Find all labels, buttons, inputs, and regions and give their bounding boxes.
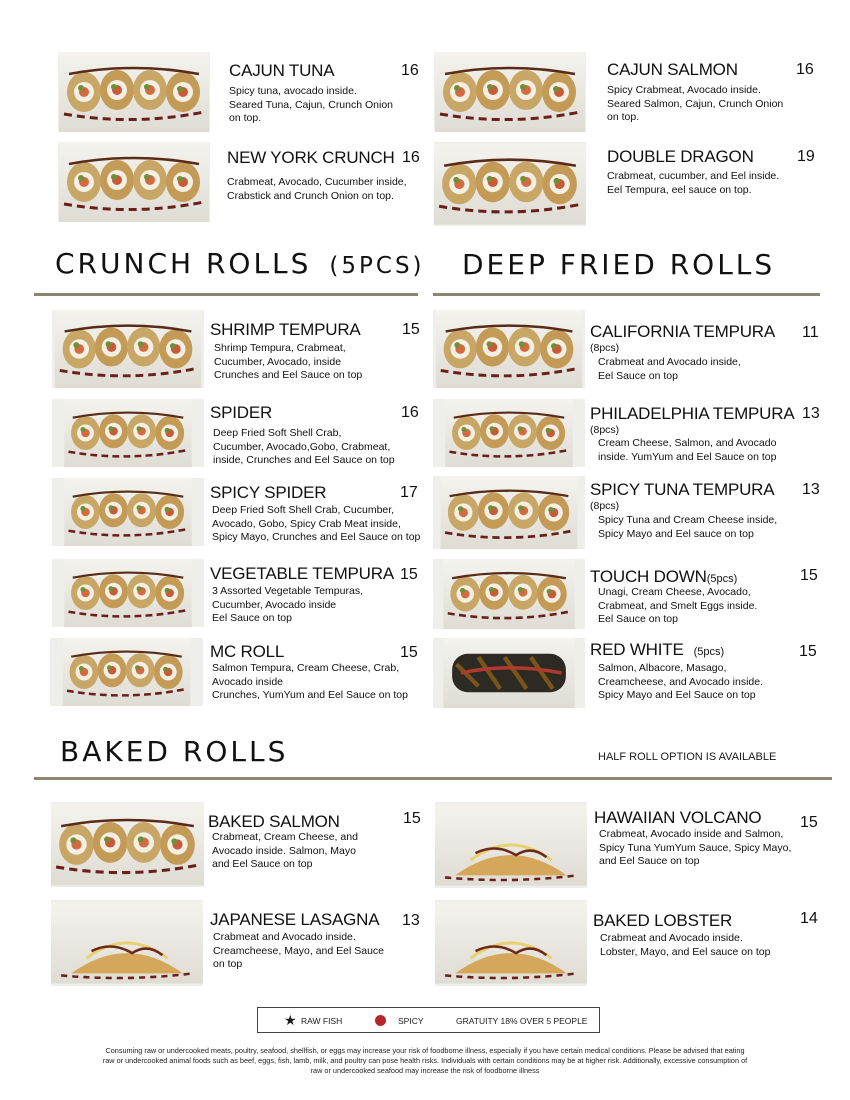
item-description: Spicy Crabmeat, Avocado inside. Seared Salmon, Cajun, Crunch Onion on top.: [607, 84, 784, 123]
item-photo: [433, 310, 585, 388]
item-price: 15: [402, 321, 420, 338]
item-price: 15: [403, 810, 421, 827]
item-price: 16: [401, 62, 419, 79]
section-title-baked-rolls: BAKED ROLLS: [60, 735, 289, 768]
item-photo: [51, 900, 203, 986]
item-photo: [52, 399, 204, 467]
half-roll-note: HALF ROLL OPTION IS AVAILABLE: [598, 751, 777, 763]
item-name: TOUCH DOWN(5pcs): [590, 567, 738, 586]
item-price: 13: [402, 912, 420, 929]
item-name: BAKED SALMON: [208, 812, 340, 831]
item-description: Shrimp Tempura, Crabmeat, Cucumber, Avocado, inside Crunches and Eel Sauce on top: [214, 342, 363, 381]
item-name: SPICY TUNA TEMPURA: [590, 480, 775, 499]
section-rule: [433, 293, 820, 296]
item-photo: [434, 142, 586, 226]
item-price: 15: [800, 814, 818, 831]
item-description: Cream Cheese, Salmon, and Avocado inside. YumYum and Eel Sauce on top: [598, 437, 777, 463]
item-description: 3 Assorted Vegetable Tempuras, Cucumber, Avocado inside Eel Sauce on top: [212, 585, 363, 624]
item-description: Crabmeat, cucumber, and Eel inside. Eel Tempura, eel sauce on top.: [607, 170, 780, 196]
item-photo: [433, 559, 585, 629]
item-description: Crabmeat, Cream Cheese, and Avocado inside. Salmon, Mayo and Eel Sauce on top: [212, 831, 358, 870]
item-photo: [52, 559, 204, 627]
item-description: Crabmeat and Avocado inside. Creamcheese, Mayo, and Eel Sauce on top: [213, 931, 385, 970]
item-photo: [51, 802, 204, 887]
item-name: NEW YORK CRUNCH: [227, 148, 395, 167]
foodborne-illness-disclaimer: Consuming raw or undercooked meats, poultry, seafood, shellfish, or eggs may increase your risk of foodborne illness, especially if you have certain medical conditions. Please be advised that eating raw or undercooked animal foods such as beef, eggs, fish, lamb, milk, and poultry can pose health risks. Individuals with certain conditions may be at higher risk. Additionally, excessive consumption of raw or undercooked seafood may increase the risk of foodborne illness: [102, 1046, 748, 1075]
item-suffix: (5pcs): [693, 646, 725, 658]
item-suffix: (5pcs): [706, 573, 738, 585]
section-title-crunch-rolls: CRUNCH ROLLS (5PCS): [55, 247, 425, 280]
item-description: Crabmeat, Avocado, Cucumber inside, Crabstick and Crunch Onion on top.: [227, 176, 407, 202]
item-description: Crabmeat and Avocado inside. Lobster, Mayo, and Eel sauce on top: [600, 932, 771, 958]
item-name: HAWAIIAN VOLCANO: [594, 808, 762, 827]
item-price: 15: [400, 566, 418, 583]
item-description: Unagi, Cream Cheese, Avocado, Crabmeat, and Smelt Eggs inside. Eel Sauce on top: [598, 586, 758, 625]
item-description: Deep Fried Soft Shell Crab, Cucumber, Avocado, Gobo, Spicy Crab Meat inside, Spicy Mayo, Crunches and Eel Sauce on top: [212, 504, 421, 543]
item-name: SPIDER: [210, 403, 273, 422]
item-name: VEGETABLE TEMPURA: [210, 564, 394, 583]
item-price: 16: [402, 149, 420, 166]
item-price: 15: [400, 644, 418, 661]
item-description: Crabmeat and Avocado inside, Eel Sauce on top: [598, 356, 741, 382]
item-description: Spicy tuna, avocado inside. Seared Tuna, Cajun, Crunch Onion on top.: [229, 85, 394, 124]
item-name: SPICY SPIDER: [210, 483, 327, 502]
section-rule: [34, 777, 832, 780]
item-name: CAJUN SALMON: [607, 60, 738, 79]
legend-box: [257, 1007, 600, 1033]
item-description: Spicy Tuna and Cream Cheese inside, Spicy Mayo and Eel sauce on top: [598, 514, 778, 540]
item-photo: [433, 399, 585, 467]
raw-fish-label: RAW FISH: [301, 1016, 343, 1026]
item-description: Deep Fried Soft Shell Crab, Cucumber, Avocado,Gobo, Crabmeat, inside, Crunches and Eel Sauce on top: [213, 427, 395, 466]
item-price: 15: [800, 567, 818, 584]
item-photo: [433, 638, 585, 708]
gratuity-label: GRATUITY 18% OVER 5 PEOPLE: [456, 1016, 588, 1026]
item-name: DOUBLE DRAGON: [607, 147, 754, 166]
section-suffix: (5PCS): [329, 253, 425, 279]
item-name: MC ROLL: [210, 642, 285, 661]
spicy-label: SPICY: [398, 1016, 424, 1026]
item-description: Salmon Tempura, Cream Cheese, Crab, Avocado inside Crunches, YumYum and Eel Sauce on top: [212, 662, 408, 701]
item-photo: [50, 638, 203, 706]
item-photo: [58, 142, 210, 222]
item-price: 11: [802, 324, 819, 341]
item-photo: [435, 802, 587, 888]
item-price: 14: [800, 910, 818, 927]
item-name: SHRIMP TEMPURA: [210, 320, 361, 339]
section-title-deep-fried-rolls: DEEP FRIED ROLLS: [462, 248, 776, 281]
item-photo: [435, 900, 587, 986]
item-name: RED WHITE (5pcs): [590, 640, 725, 659]
item-price: 19: [797, 148, 815, 165]
item-photo: [52, 478, 204, 546]
item-price: 16: [796, 61, 814, 78]
item-name: BAKED LOBSTER: [593, 911, 733, 930]
item-photo: [58, 52, 210, 132]
item-photo: [52, 310, 204, 388]
item-price: 13: [802, 481, 820, 498]
item-price: 15: [799, 643, 817, 660]
item-price: 16: [401, 404, 419, 421]
item-name: CALIFORNIA TEMPURA: [590, 322, 776, 341]
item-name: JAPANESE LASAGNA: [210, 910, 380, 929]
spicy-dot-icon: [375, 1015, 386, 1026]
item-pcs: (8pcs): [590, 424, 620, 436]
item-name: CAJUN TUNA: [229, 61, 335, 80]
item-pcs: (8pcs): [590, 342, 620, 354]
item-photo: [433, 476, 585, 549]
item-price: 13: [802, 405, 820, 422]
item-price: 17: [400, 484, 418, 501]
section-rule: [34, 293, 418, 296]
item-pcs: (8pcs): [590, 500, 620, 512]
star-icon: ★: [284, 1012, 297, 1028]
item-name: PHILADELPHIA TEMPURA: [590, 404, 795, 423]
item-photo: [434, 52, 586, 132]
item-description: Crabmeat, Avocado inside and Salmon, Spicy Tuna YumYum Sauce, Spicy Mayo, and Eel Sauce on top: [599, 828, 792, 867]
item-description: Salmon, Albacore, Masago, Creamcheese, and Avocado inside. Spicy Mayo and Eel Sauce on top: [598, 662, 763, 701]
